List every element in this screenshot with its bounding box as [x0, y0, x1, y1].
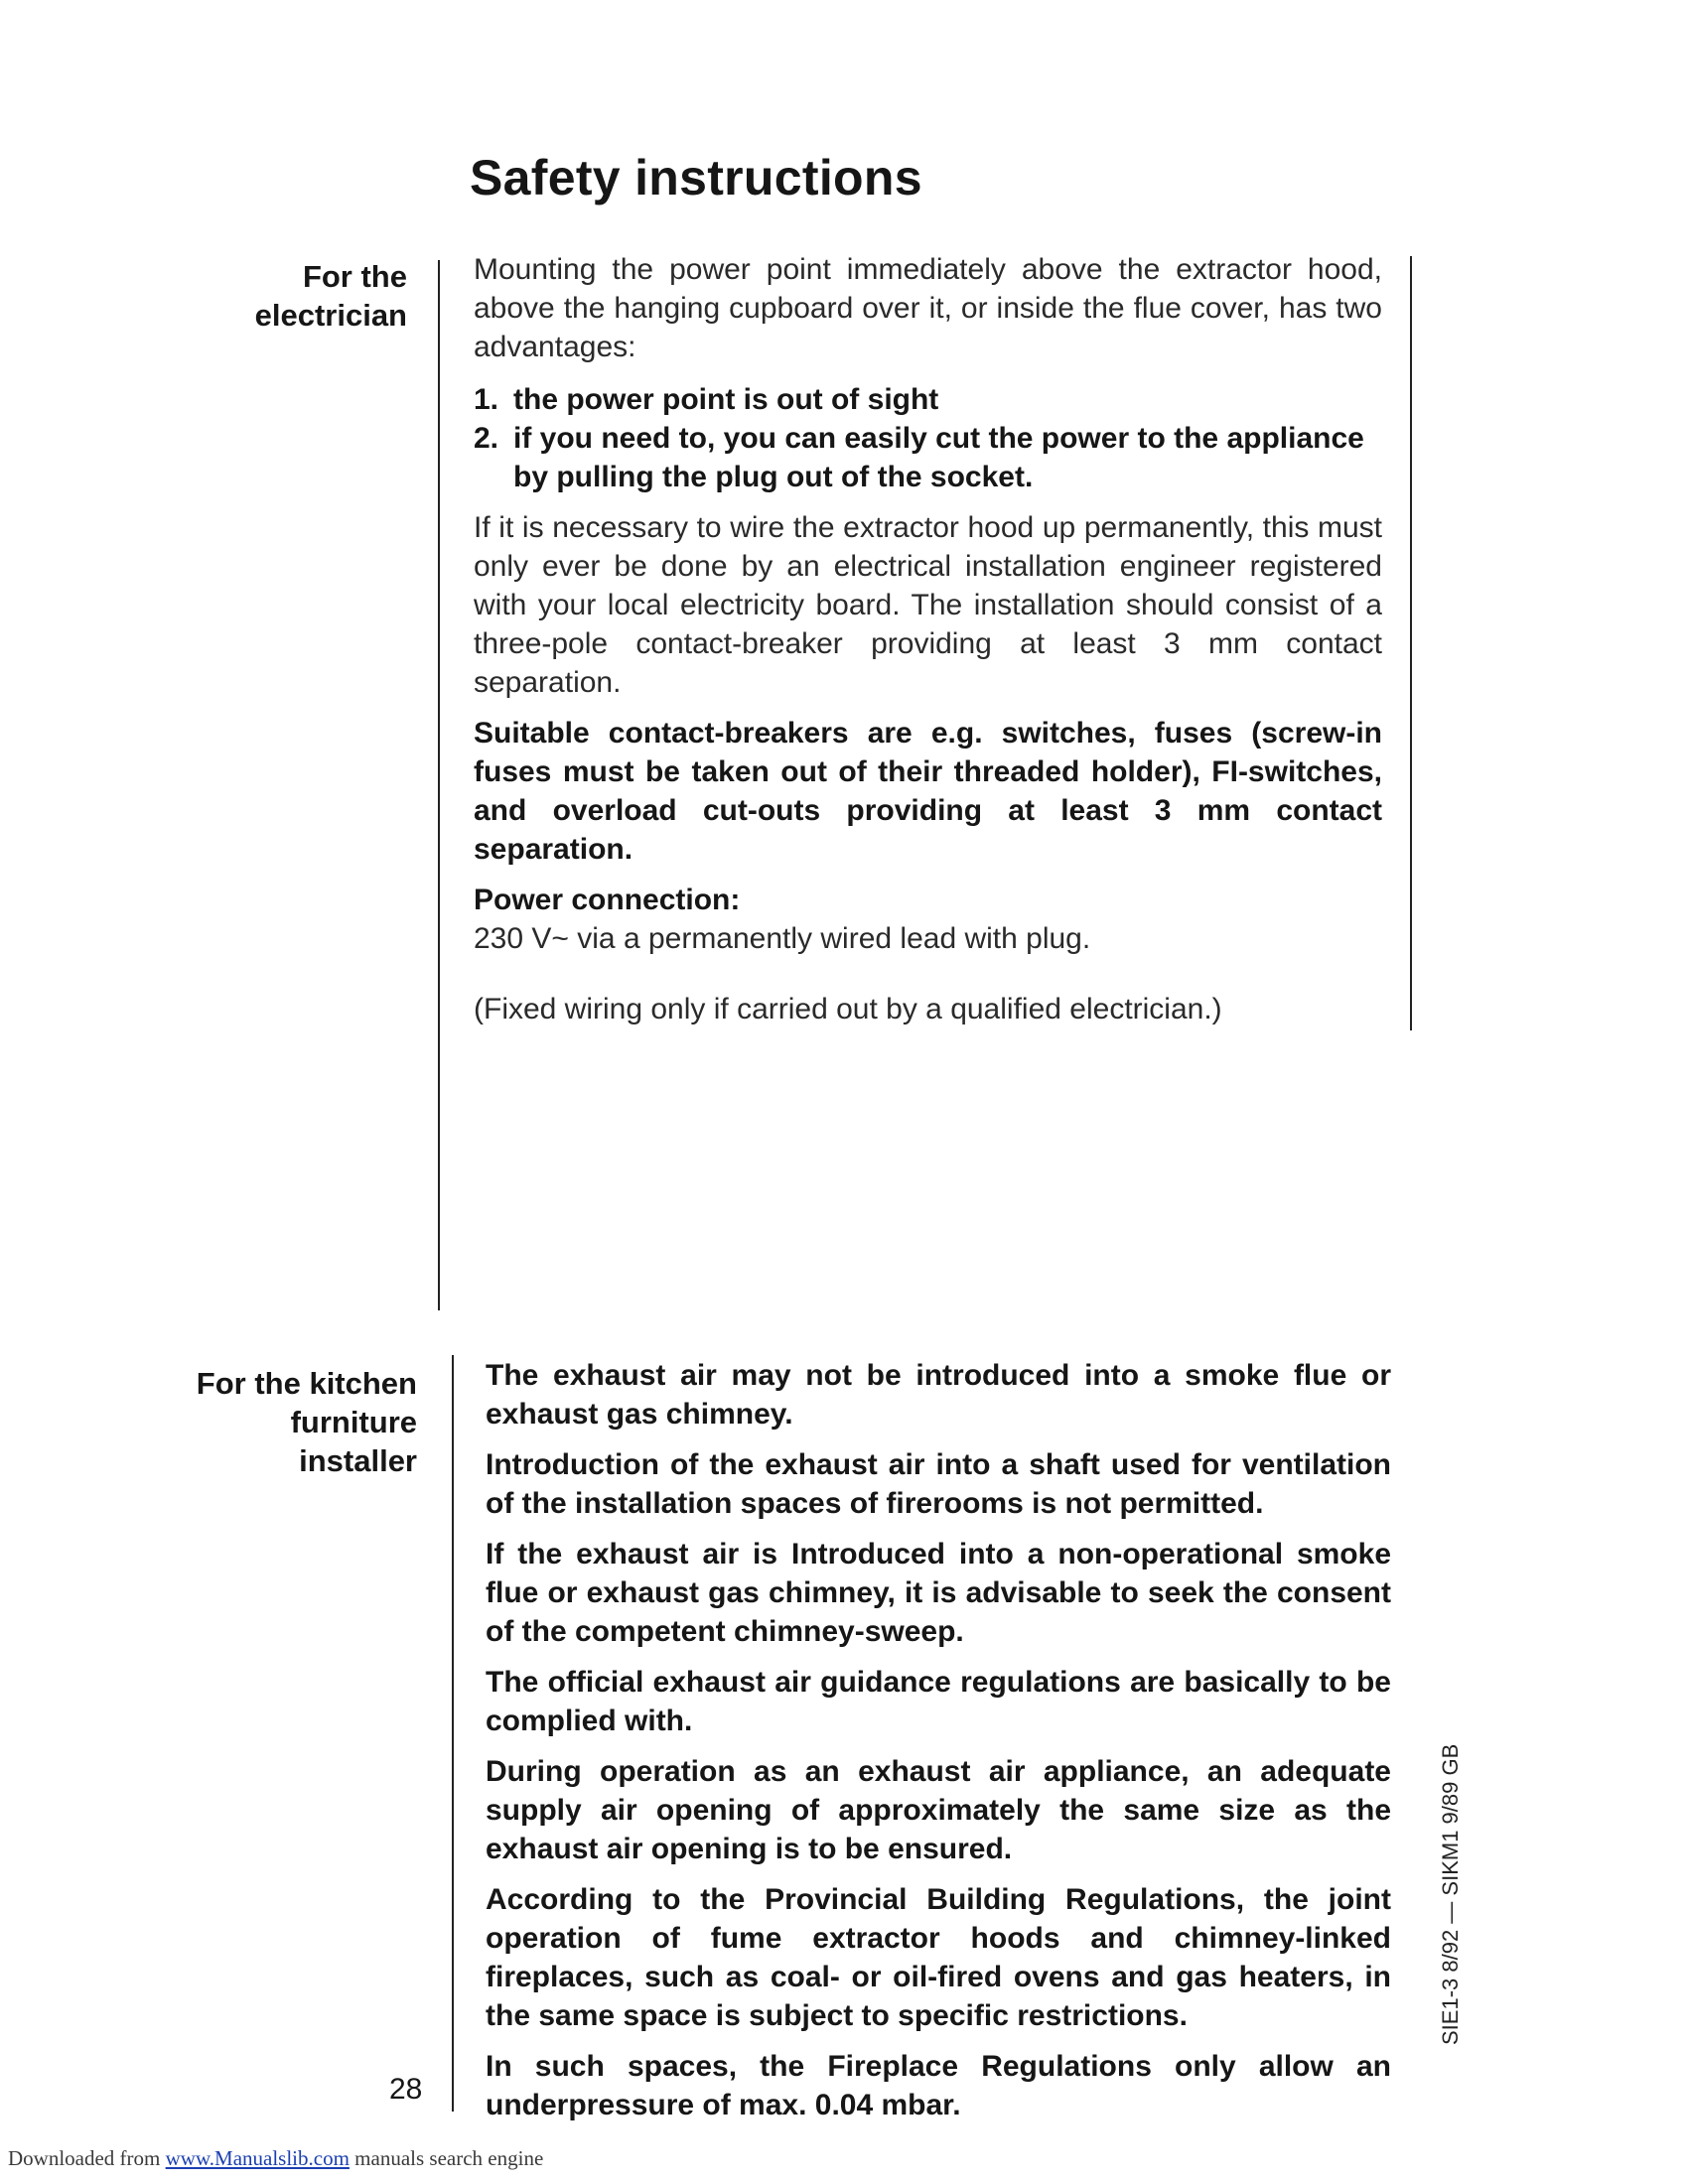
kitchen-paragraph: Introduction of the exhaust air into a shaft used for ventilation of the installation spaces of firerooms is not permitted.	[486, 1448, 1391, 1520]
divider-rule	[452, 1355, 454, 2112]
intro-paragraph: Mounting the power point immediately above the extractor hood, above the hanging cupboard over it, or inside the flue cover, has two advantages:	[474, 253, 1382, 363]
list-text: if you need to, you can easily cut the power to the appliance by pulling the plug out of the socket.	[513, 422, 1364, 493]
fixed-wiring-note: (Fixed wiring only if carried out by a qualified electrician.)	[474, 993, 1222, 1025]
kitchen-paragraph: According to the Provincial Building Regulations, the joint operation of fume extractor hoods and chimney-linked fireplaces, such as coal- or oil-fired ovens and gas heaters, in the same space is subject to specific restrictions.	[486, 1883, 1391, 2032]
advantages-list	[474, 380, 1382, 496]
list-text: the power point is out of sight	[513, 383, 939, 416]
list-item	[474, 419, 1382, 496]
footer-link[interactable]: www.Manualslib.com	[165, 2146, 350, 2170]
kitchen-paragraph: The official exhaust air guidance regulations are basically to be complied with.	[486, 1666, 1391, 1737]
kitchen-section	[486, 1356, 1391, 2124]
divider-rule	[438, 260, 440, 1310]
electrician-section	[474, 250, 1382, 1028]
contact-breakers-paragraph: Suitable contact-breakers are e.g. switches, fuses (screw-in fuses must be taken out of their threaded holder), FI-switches, and overload cut-outs providing at least 3 mm contact separation.	[474, 717, 1382, 866]
footer-suffix: manuals search engine	[354, 2146, 544, 2170]
heading-line: For the kitchen	[196, 1366, 417, 1401]
kitchen-paragraph: During operation as an exhaust air appliance, an adequate supply air opening of approximately the same size as the exhaust air opening is to be ensured.	[486, 1755, 1391, 1865]
heading-line: For the	[302, 259, 407, 294]
section-heading-electrician	[179, 257, 407, 335]
kitchen-paragraph: If the exhaust air is Introduced into a non-operational smoke flue or exhaust gas chimney, it is advisable to seek the consent of the competent chimney-sweep.	[486, 1538, 1391, 1648]
list-item	[474, 380, 1382, 419]
kitchen-paragraph: In such spaces, the Fireplace Regulations only allow an underpressure of max. 0.04 mbar.	[486, 2050, 1391, 2121]
heading-line: furniture	[290, 1405, 417, 1439]
power-connection-text: 230 V~ via a permanently wired lead with plug.	[474, 922, 1091, 955]
page-title: Safety instructions	[470, 150, 922, 205]
divider-rule	[1410, 256, 1412, 1030]
power-connection-heading: Power connection:	[474, 884, 741, 916]
document-code: SIE1-3 8/92 — SIKM1 9/89 GB	[1438, 1743, 1463, 2045]
footer-prefix: Downloaded from	[8, 2146, 161, 2170]
list-number: 2.	[474, 422, 499, 455]
list-number: 1.	[474, 383, 499, 416]
section-heading-kitchen	[139, 1364, 417, 1480]
heading-line: electrician	[254, 298, 407, 333]
heading-line: installer	[299, 1443, 417, 1478]
permanent-wiring-paragraph: If it is necessary to wire the extractor hood up permanently, this must only ever be done by an electrical installation engineer registered with your local electricity board. The installation should consist of a three-pole contact-breaker providing at least 3 mm contact separation.	[474, 511, 1382, 699]
kitchen-paragraph: The exhaust air may not be introduced into a smoke flue or exhaust gas chimney.	[486, 1359, 1391, 1431]
download-footer	[8, 2146, 543, 2171]
page-number: 28	[389, 2073, 423, 2106]
